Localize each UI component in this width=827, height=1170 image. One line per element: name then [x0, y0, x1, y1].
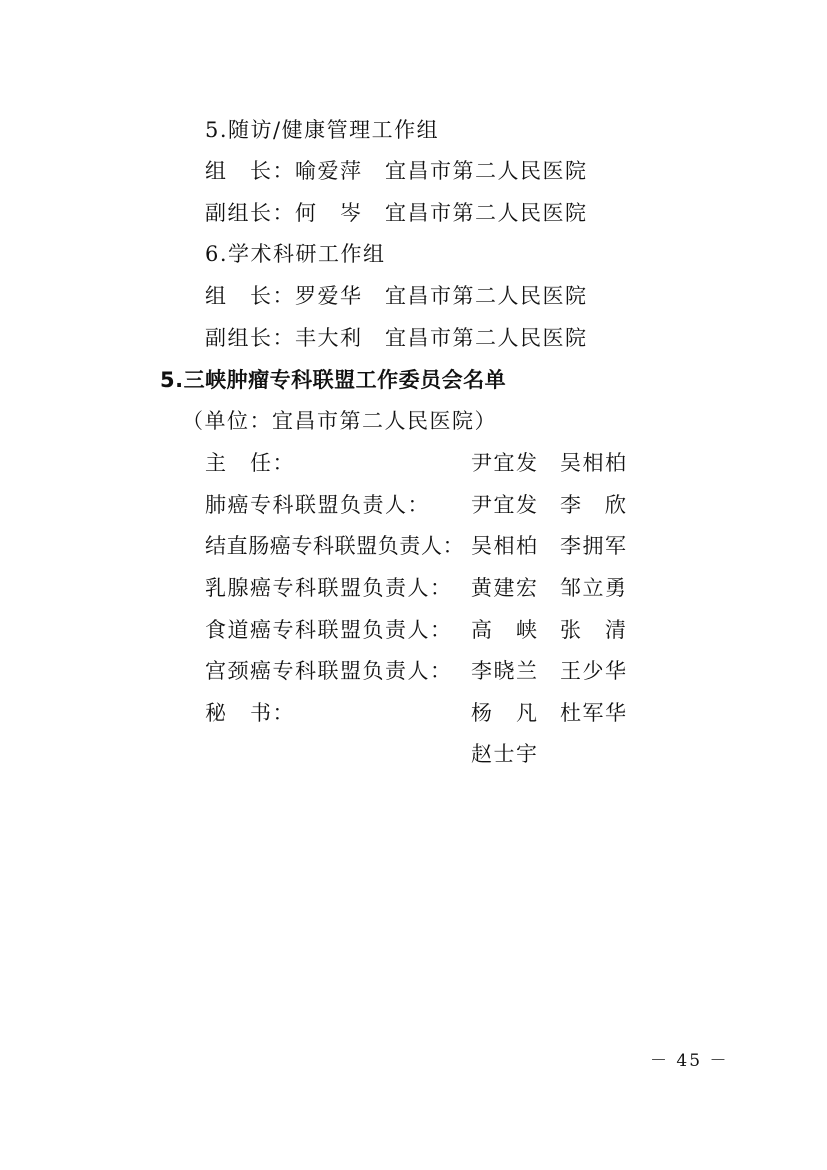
role-label: 乳腺癌专科联盟负责人： [205, 576, 453, 600]
role-label: 肺癌专科联盟负责人： [205, 493, 430, 517]
member-name: 尹宜发 [471, 451, 539, 475]
member-name: 高 峡 [471, 618, 539, 642]
member-name: 邹立勇 [560, 576, 628, 600]
member-name: 杜军华 [560, 701, 628, 725]
member-name: 吴相柏 [560, 451, 628, 475]
group6-title: 6.学术科研工作组 [205, 242, 386, 266]
group5-title: 5.随访/健康管理工作组 [205, 118, 440, 142]
member-name: 张 清 [560, 618, 628, 642]
role-label: 宫颈癌专科联盟负责人： [205, 659, 453, 683]
role-label: 秘 书： [205, 701, 295, 725]
committee-title: 5.三峡肿瘤专科联盟工作委员会名单 [160, 368, 507, 392]
group5-leader: 组 长：喻爱萍 宜昌市第二人民医院 [205, 159, 588, 183]
member-name: 赵士宇 [471, 742, 539, 766]
member-name: 李 欣 [560, 493, 628, 517]
group6-leader: 组 长：罗爱华 宜昌市第二人民医院 [205, 284, 588, 308]
page-number: － 45 － [650, 1051, 729, 1071]
member-name: 李晓兰 [471, 659, 539, 683]
member-name: 吴相柏 [471, 534, 539, 558]
member-name: 黄建宏 [471, 576, 539, 600]
member-name: 王少华 [560, 659, 628, 683]
member-name: 李拥军 [560, 534, 628, 558]
group6-deputy: 副组长：丰大利 宜昌市第二人民医院 [205, 326, 588, 350]
role-label: 主 任： [205, 451, 295, 475]
member-name: 杨 凡 [471, 701, 539, 725]
member-name: 尹宜发 [471, 493, 539, 517]
role-label: 结直肠癌专科联盟负责人： [205, 534, 465, 558]
group5-deputy: 副组长：何 岑 宜昌市第二人民医院 [205, 201, 588, 225]
committee-unit: （单位：宜昌市第二人民医院） [182, 409, 497, 433]
role-label: 食道癌专科联盟负责人： [205, 618, 453, 642]
